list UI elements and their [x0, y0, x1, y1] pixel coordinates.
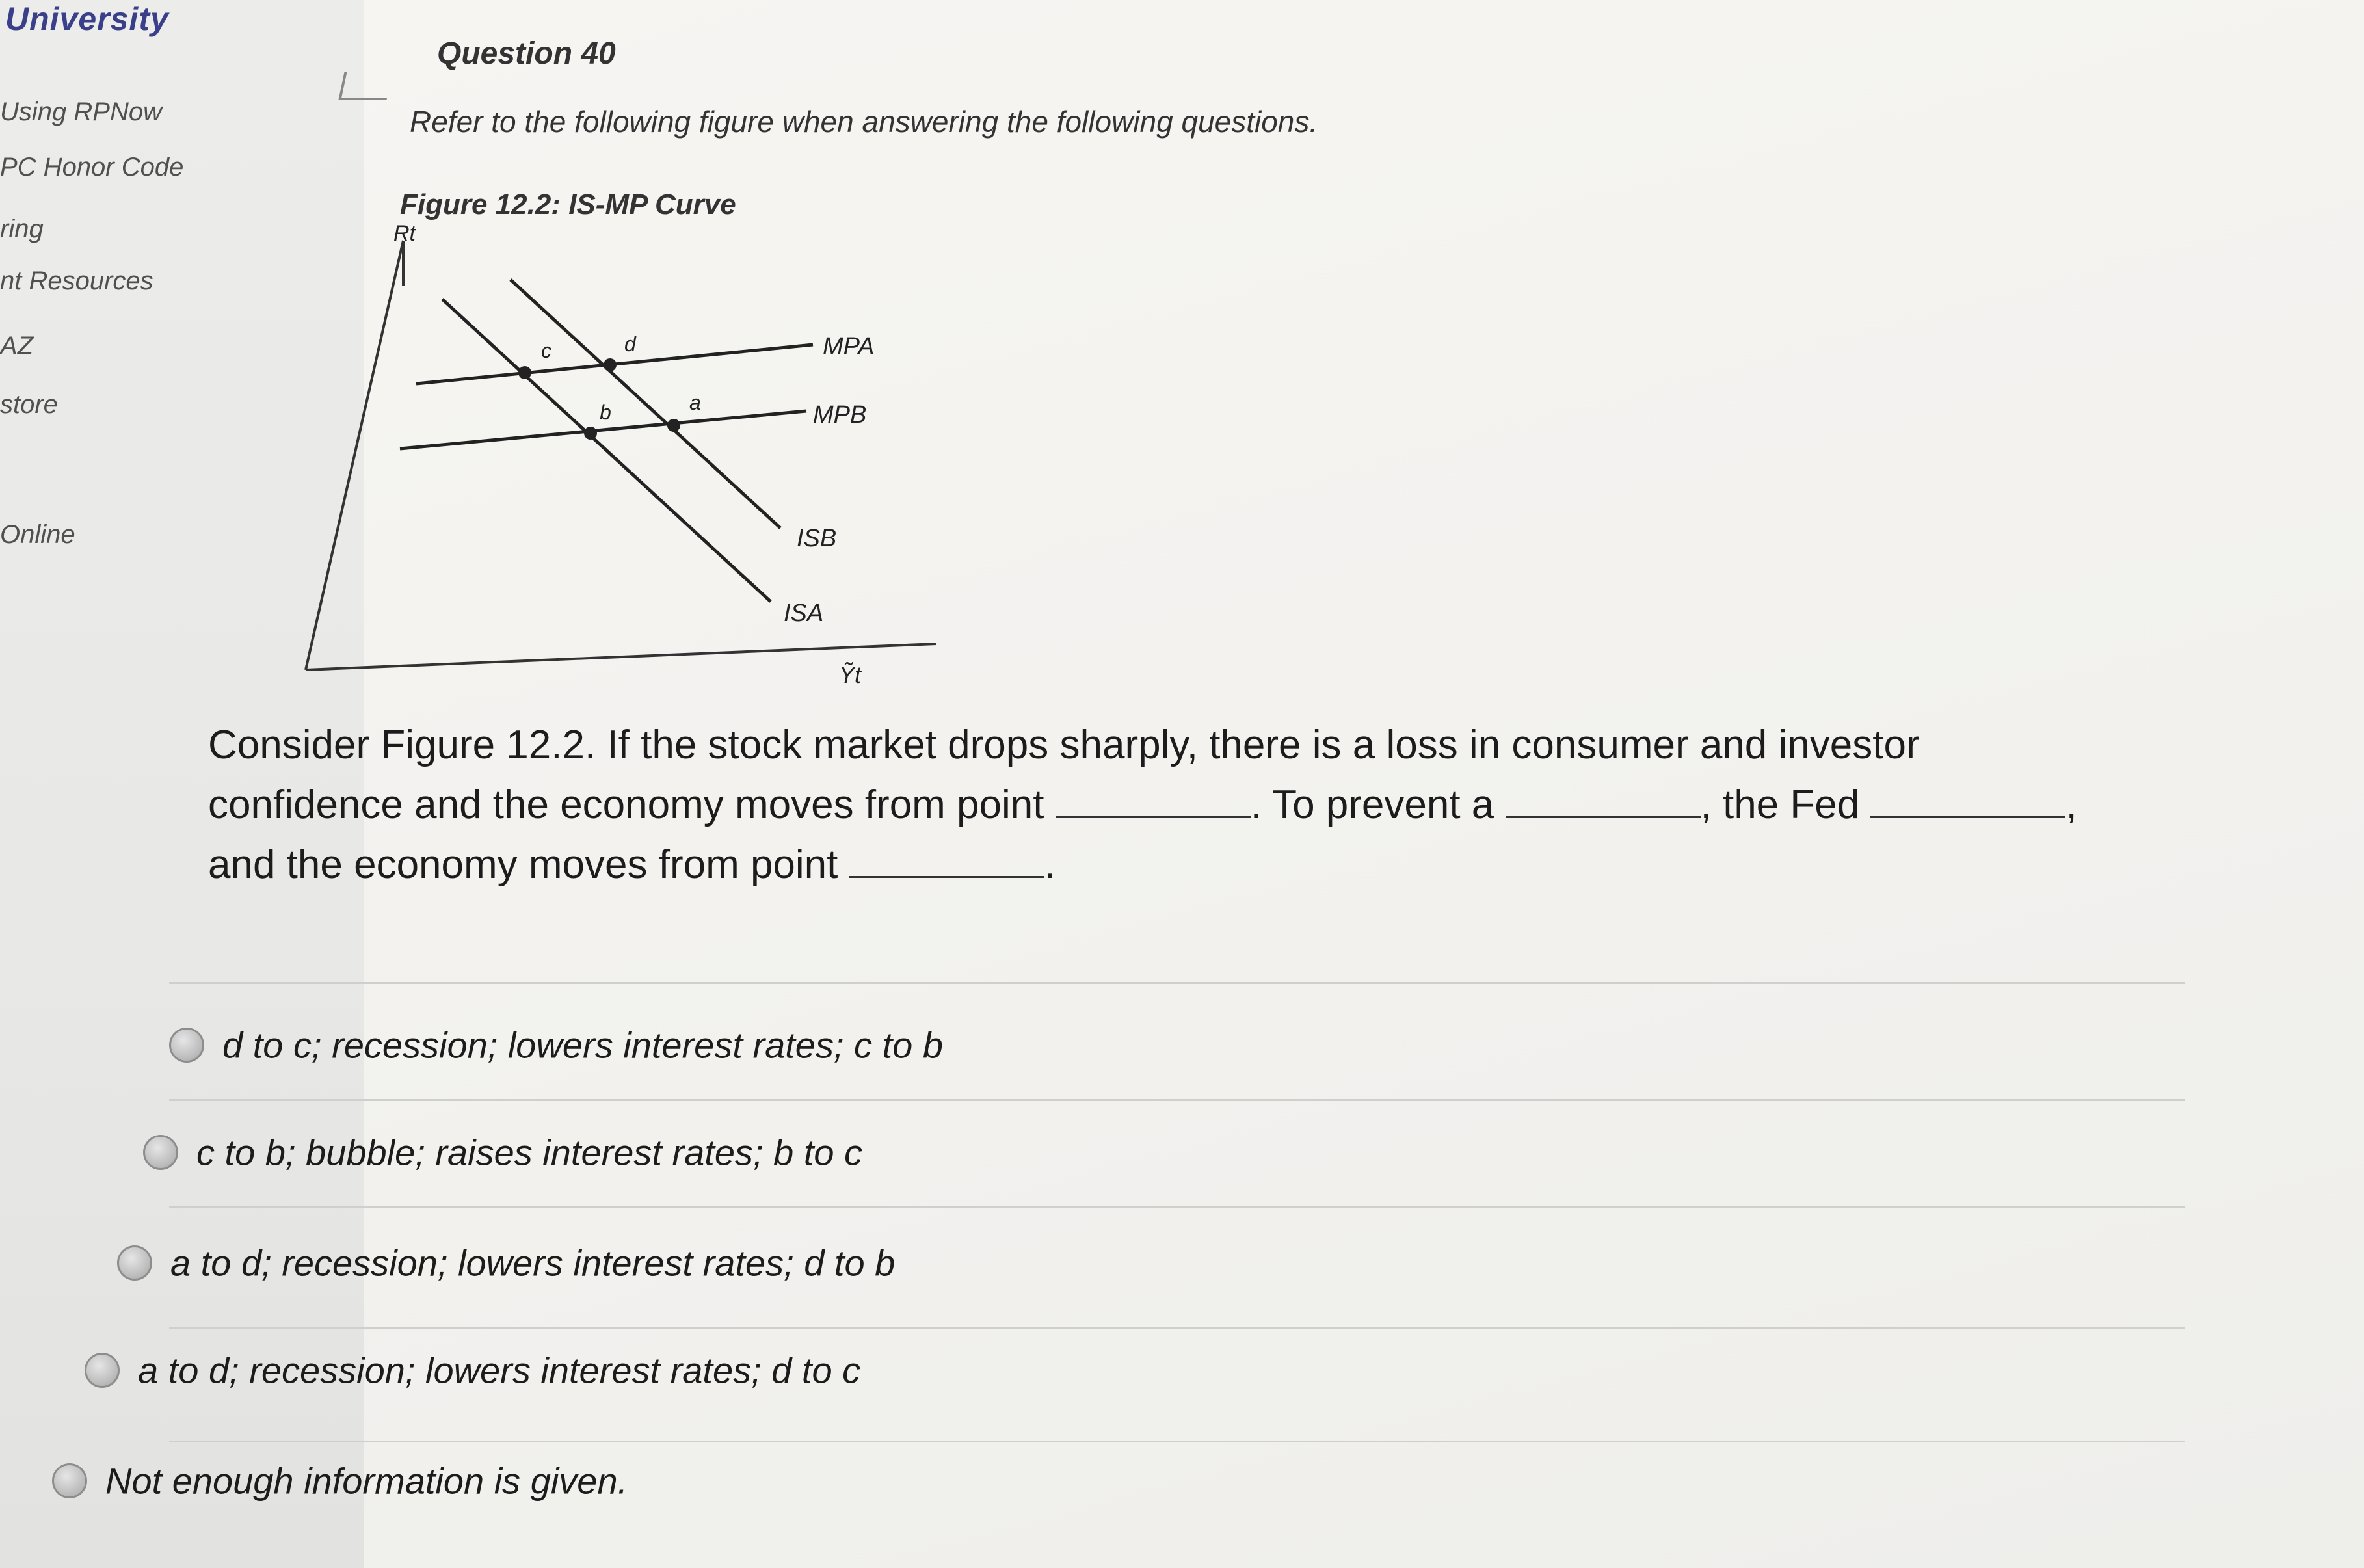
divider [169, 982, 2185, 984]
answer-option-label: c to b; bubble; raises interest rates; b to c [196, 1132, 863, 1173]
question-heading: Question 40 [437, 36, 616, 71]
y-axis [306, 241, 403, 670]
point-label-d: d [624, 332, 636, 356]
stem-text-3: , the Fed [1700, 782, 1860, 827]
sidebar-item-rpnow[interactable]: Using RPNow [0, 98, 162, 126]
stem-text-1: Consider Figure 12.2. If the stock market drops sharply, there is a loss in consumer and investor confidence and the economy moves from point [208, 723, 1920, 827]
question-stem [208, 715, 2094, 895]
point-label-b: b [600, 401, 611, 424]
answer-option-label: a to d; recession; lowers interest rates; d to c [138, 1349, 861, 1391]
blank-2 [1506, 781, 1701, 818]
answer-option[interactable] [169, 1021, 943, 1067]
figure-title: Figure 12.2: IS-MP Curve [400, 189, 736, 220]
stem-text-2: . To prevent a [1250, 782, 1494, 827]
label-isa: ISA [784, 600, 824, 627]
point-b [584, 427, 597, 440]
answer-option[interactable] [143, 1128, 862, 1174]
divider [169, 1206, 2185, 1208]
divider [169, 1327, 2185, 1329]
point-d [604, 358, 617, 371]
label-isb: ISB [797, 525, 837, 552]
radio-button[interactable] [85, 1353, 120, 1388]
divider [169, 1099, 2185, 1101]
x-axis-label: Ỹt [839, 661, 862, 688]
point-label-c: c [541, 339, 551, 362]
sidebar-item-store[interactable]: store [0, 390, 58, 419]
answer-option-label: a to d; recession; lowers interest rates; d to b [170, 1242, 896, 1284]
answer-option[interactable] [52, 1457, 628, 1502]
point-label-a: a [689, 391, 701, 414]
answer-option-label: Not enough information is given. [105, 1460, 628, 1502]
is-a-line [442, 299, 771, 602]
radio-button[interactable] [52, 1463, 87, 1498]
blank-3 [1870, 781, 2065, 818]
blank-1 [1056, 781, 1251, 818]
sidebar-item-honor-code[interactable]: PC Honor Code [0, 153, 184, 181]
sidebar-item-ring[interactable]: ring [0, 215, 44, 243]
is-mp-chart [286, 221, 936, 689]
divider [169, 1441, 2185, 1442]
answer-option[interactable] [117, 1239, 895, 1284]
is-b-line [511, 280, 780, 528]
label-mpa: MPA [823, 333, 875, 360]
back-arrow-icon[interactable] [338, 72, 392, 100]
sidebar-item-az[interactable]: AZ [0, 332, 34, 360]
stem-text-5: . [1044, 842, 1056, 887]
answer-option-label: d to c; recession; lowers interest rates; c to b [222, 1024, 944, 1066]
y-axis-label: Rt [393, 221, 416, 246]
sidebar-item-online[interactable]: Online [0, 520, 75, 549]
question-prompt: Refer to the following figure when answering the following questions. [410, 105, 1318, 139]
blank-4 [849, 841, 1044, 878]
radio-button[interactable] [117, 1245, 152, 1281]
point-c [518, 366, 531, 379]
radio-button[interactable] [169, 1028, 204, 1063]
stem-text-4: , and the economy moves from point [208, 782, 2077, 887]
label-mpb: MPB [813, 401, 867, 429]
answer-option[interactable] [85, 1346, 860, 1392]
sidebar-item-resources[interactable]: nt Resources [0, 267, 153, 295]
point-a [667, 419, 680, 432]
brand-logo: University [5, 1, 169, 37]
radio-button[interactable] [143, 1135, 178, 1170]
